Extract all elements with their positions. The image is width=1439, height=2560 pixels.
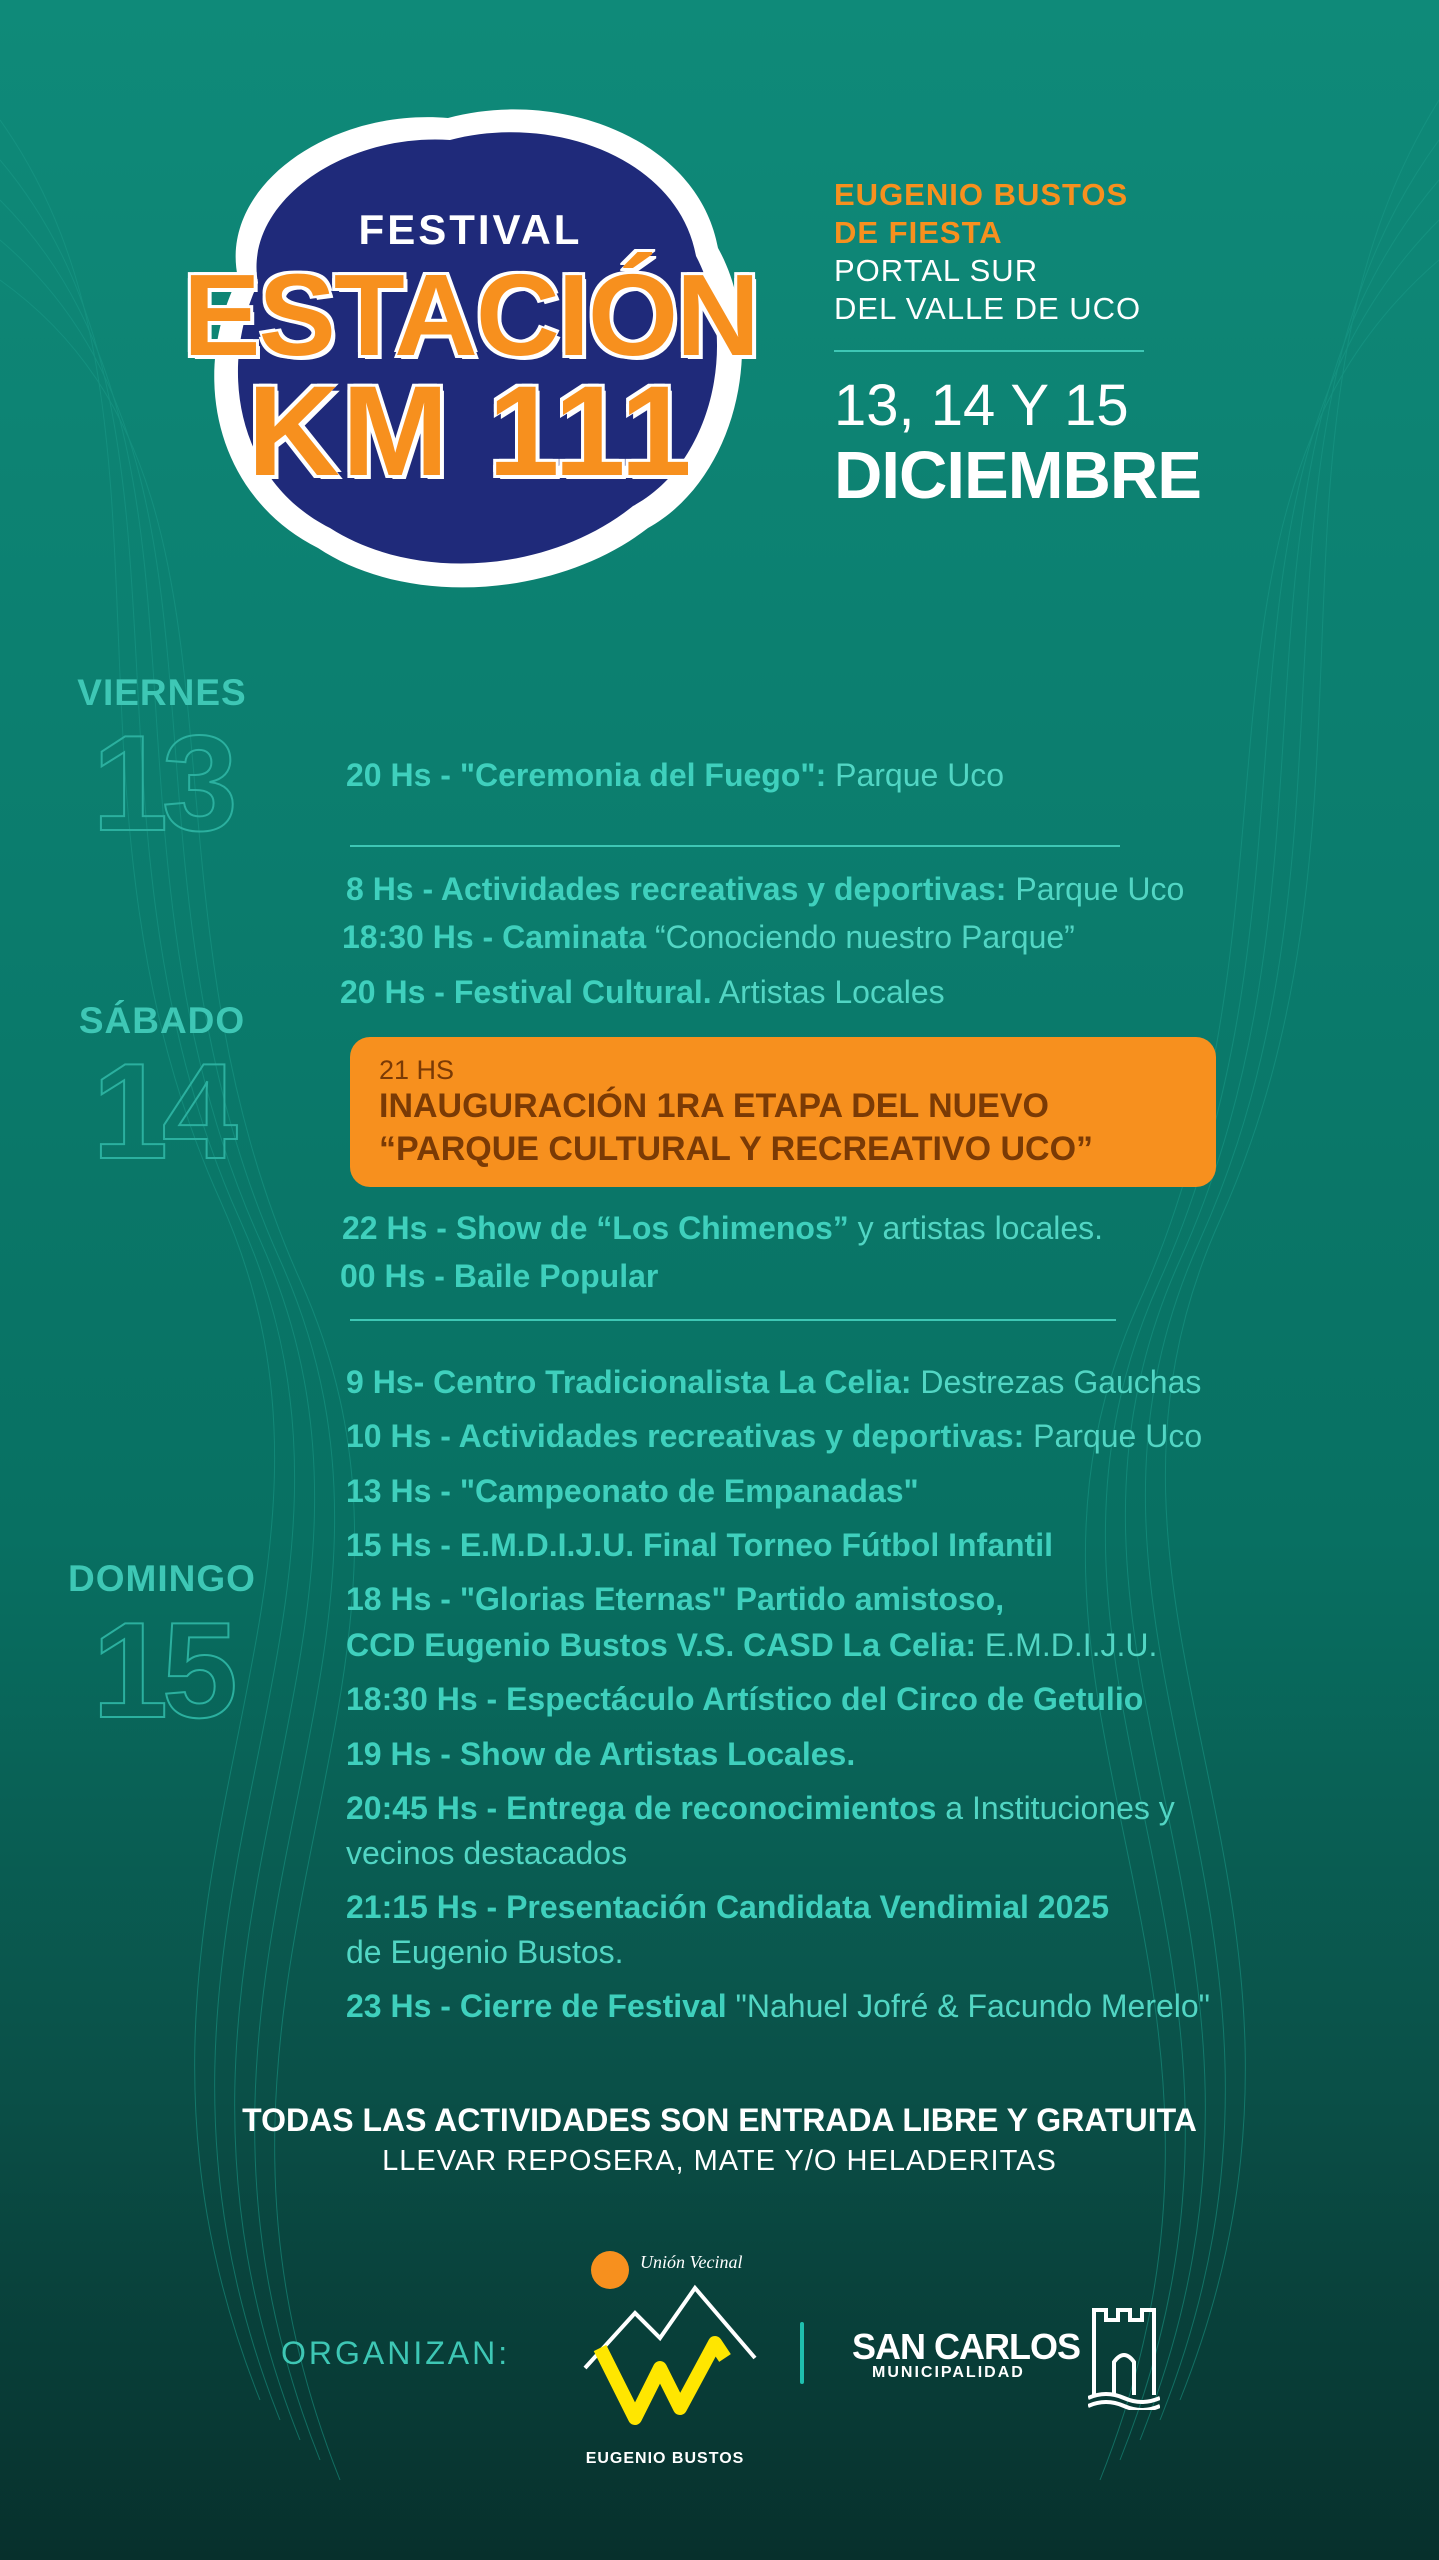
- schedule-item: 00 Hs - Baile Popular: [340, 1258, 659, 1294]
- schedule-item: 15 Hs - E.M.D.I.J.U. Final Torneo Fútbol Infantil: [346, 1527, 1053, 1563]
- highlight-time: 21 HS: [379, 1055, 455, 1085]
- day-number-saturday: 14: [92, 1035, 232, 1187]
- event-month: DICIEMBRE: [834, 438, 1201, 513]
- logo-estacion-text: ESTACIÓN: [183, 250, 758, 380]
- day-divider: [350, 1319, 1116, 1321]
- location-line-1: EUGENIO BUSTOS: [834, 177, 1129, 212]
- organizers-label: ORGANIZAN:: [281, 2335, 511, 2371]
- schedule-item: 20 Hs - "Ceremonia del Fuego": Parque Uco: [346, 757, 1005, 793]
- day-name-saturday: SÁBADO: [78, 1000, 246, 1041]
- schedule-item: 20:45 Hs - Entrega de reconocimientos a Instituciones y: [346, 1790, 1175, 1826]
- highlight-title: [379, 1085, 1093, 1171]
- schedule-item: de Eugenio Bustos.: [346, 1934, 624, 1970]
- schedule-item: 18 Hs - "Glorias Eternas" Partido amistoso,: [346, 1581, 1005, 1617]
- highlight-title-line-1: INAUGURACIÓN 1RA ETAPA DEL NUEVO: [379, 1087, 1049, 1125]
- schedule-item: vecinos destacados: [346, 1835, 628, 1871]
- event-location: [834, 176, 1141, 328]
- logo-separator: [800, 2322, 804, 2384]
- location-line-2: DE FIESTA: [834, 215, 1003, 250]
- logo-festival-text: FESTIVAL: [358, 206, 583, 253]
- day-divider: [350, 845, 1120, 847]
- highlight-title-line-2: “PARQUE CULTURAL Y RECREATIVO UCO”: [379, 1130, 1094, 1168]
- union-vecinal-logo: [580, 2248, 770, 2468]
- union-vecinal-text: Unión Vecinal: [640, 2252, 743, 2272]
- header-divider: [834, 350, 1144, 352]
- event-dates: 13, 14 Y 15: [834, 373, 1129, 438]
- location-line-3: PORTAL SUR: [834, 253, 1039, 288]
- logo-km-text: KM 111: [247, 360, 694, 503]
- municipalidad-text: MUNICIPALIDAD: [872, 2364, 1025, 2381]
- schedule-item: 18:30 Hs - Espectáculo Artístico del Circo de Getulio: [346, 1681, 1144, 1717]
- schedule-item: 13 Hs - "Campeonato de Empanadas": [346, 1473, 919, 1509]
- schedule-item: 21:15 Hs - Presentación Candidata Vendimial 2025: [346, 1889, 1109, 1925]
- day-name-friday: VIERNES: [77, 672, 247, 713]
- schedule-item: CCD Eugenio Bustos V.S. CASD La Celia: E.M.D.I.J.U.: [346, 1627, 1158, 1663]
- bring-items-notice: LLEVAR REPOSERA, MATE Y/O HELADERITAS: [382, 2145, 1057, 2177]
- schedule-item: 19 Hs - Show de Artistas Locales.: [346, 1736, 856, 1772]
- free-entry-notice: TODAS LAS ACTIVIDADES SON ENTRADA LIBRE Y GRATUITA: [242, 2102, 1197, 2138]
- union-vecinal-name: EUGENIO BUSTOS: [585, 2450, 745, 2467]
- schedule-item: 9 Hs- Centro Tradicionalista La Celia: Destrezas Gauchas: [346, 1364, 1202, 1400]
- schedule-item: 18:30 Hs - Caminata “Conociendo nuestro Parque”: [342, 919, 1075, 955]
- san-carlos-name: SAN CARLOS: [852, 2326, 1081, 2367]
- schedule-item: 23 Hs - Cierre de Festival "Nahuel Jofré & Facundo Merelo": [346, 1988, 1211, 2024]
- day-number-friday: 13: [92, 707, 232, 859]
- day-number-sunday: 15: [92, 1594, 232, 1746]
- schedule-item: 8 Hs - Actividades recreativas y deportivas: Parque Uco: [346, 871, 1185, 907]
- location-line-4: DEL VALLE DE UCO: [834, 291, 1142, 326]
- schedule-item: 10 Hs - Actividades recreativas y deportivas: Parque Uco: [346, 1418, 1203, 1454]
- festival-logo: [178, 78, 763, 618]
- schedule-item: 20 Hs - Festival Cultural. Artistas Locales: [340, 974, 945, 1010]
- day-name-sunday: DOMINGO: [68, 1558, 256, 1599]
- castle-icon: [1088, 2300, 1160, 2410]
- schedule-item: 22 Hs - Show de “Los Chimenos” y artistas locales.: [342, 1210, 1104, 1246]
